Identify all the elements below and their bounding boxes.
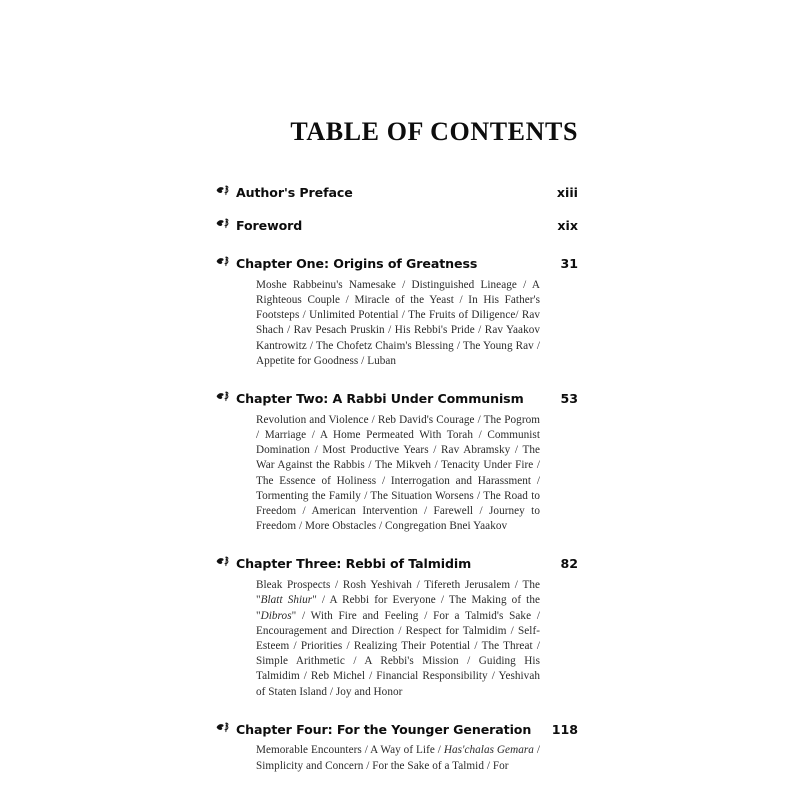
toc-entry-page-number: xiii bbox=[556, 184, 578, 200]
page-title: TABLE OF CONTENTS bbox=[290, 117, 578, 146]
toc-entry-label: Chapter One: Origins of Greatness bbox=[236, 256, 478, 272]
toc-entry-row[interactable] bbox=[216, 256, 578, 272]
aldus-leaf-fleuron-icon bbox=[216, 185, 236, 196]
toc-entry-subtopics: Revolution and Violence / Reb David's Courage / The Pogrom / Marriage / A Home Permeated With Torah / Communist Domination / Most Productive Years / Rav Abramsky / The War Against the Rabbis / The Mikveh / Tenacity Under Fire / The Essence of Holiness / Interrogation and Harassment / Tormenting the Family / The Situation Worsens / The Road to Freedom / American Intervention / Farewell / Journey to Freedom / More Obstacles / Congregation Bnei Yaakov bbox=[256, 413, 540, 533]
toc-entry-row[interactable] bbox=[216, 218, 578, 234]
aldus-leaf-fleuron-icon bbox=[216, 218, 236, 229]
toc-entry-subtopics: Moshe Rabbeinu's Namesake / Distinguished Lineage / A Righteous Couple / Miracle of the Yeast / In His Father's Footsteps / Unlimited Potential / The Fruits of Diligence/ Rav Shach / Rav Pesach Pruskin / His Rebbi's Pride / Rav Yaakov Kantrowitz / The Chofetz Chaim's Blessing / The Young Rav / Appetite for Goodness / Luban bbox=[256, 278, 540, 367]
aldus-leaf-fleuron-icon bbox=[216, 722, 236, 733]
toc-entry-label: Chapter Two: A Rabbi Under Communism bbox=[236, 391, 524, 407]
toc-entry-subtopics: Bleak Prospects / Rosh Yeshivah / Tifereth Jerusalem / The "Blatt Shiur" / A Rebbi for Everyone / The Making of the "Dibros" / With Fire and Feeling / For a Talmid's Sake / Encouragement and Direction / Respect for Talmidim / Self-Esteem / Priorities / Realizing Their Potential / The Threat / Simple Arithmetic / A Rebbi's Mission / Guiding His Talmidim / Reb Michel / Financial Responsibility / Yeshivah of Staten Island / Joy and Honor bbox=[256, 579, 540, 698]
toc-entry-page-number: 82 bbox=[560, 556, 578, 572]
aldus-leaf-fleuron-icon bbox=[216, 556, 236, 567]
toc-entry-page-number: 53 bbox=[560, 391, 578, 407]
toc-entry-row[interactable] bbox=[216, 556, 578, 572]
toc-entry-label: Foreword bbox=[236, 218, 303, 234]
toc-entry-subtopics: Memorable Encounters / A Way of Life / Has'chalas Gemara / Simplicity and Concern / For the Sake of a Talmid / For bbox=[256, 744, 540, 772]
toc-entry-row[interactable] bbox=[216, 185, 578, 201]
toc-entry-list bbox=[216, 185, 578, 774]
toc-entry-page-number: xix bbox=[557, 218, 578, 234]
toc-entry-label: Chapter Three: Rebbi of Talmidim bbox=[236, 556, 472, 572]
toc-entry-page-number: 31 bbox=[560, 256, 578, 272]
toc-entry[interactable] bbox=[216, 218, 578, 234]
toc-entry-row[interactable] bbox=[216, 722, 578, 738]
toc-container bbox=[216, 118, 578, 778]
toc-entry-row[interactable] bbox=[216, 391, 578, 407]
aldus-leaf-fleuron-icon bbox=[216, 391, 236, 402]
toc-entry-page-number: 118 bbox=[551, 721, 578, 737]
toc-entry[interactable] bbox=[216, 556, 578, 699]
toc-entry[interactable] bbox=[216, 256, 578, 369]
toc-entry-label: Author's Preface bbox=[236, 184, 353, 200]
aldus-leaf-fleuron-icon bbox=[216, 256, 236, 267]
toc-entry[interactable] bbox=[216, 185, 578, 201]
toc-entry[interactable] bbox=[216, 391, 578, 534]
toc-entry-label: Chapter Four: For the Younger Generation bbox=[236, 721, 532, 737]
toc-entry[interactable] bbox=[216, 722, 578, 774]
